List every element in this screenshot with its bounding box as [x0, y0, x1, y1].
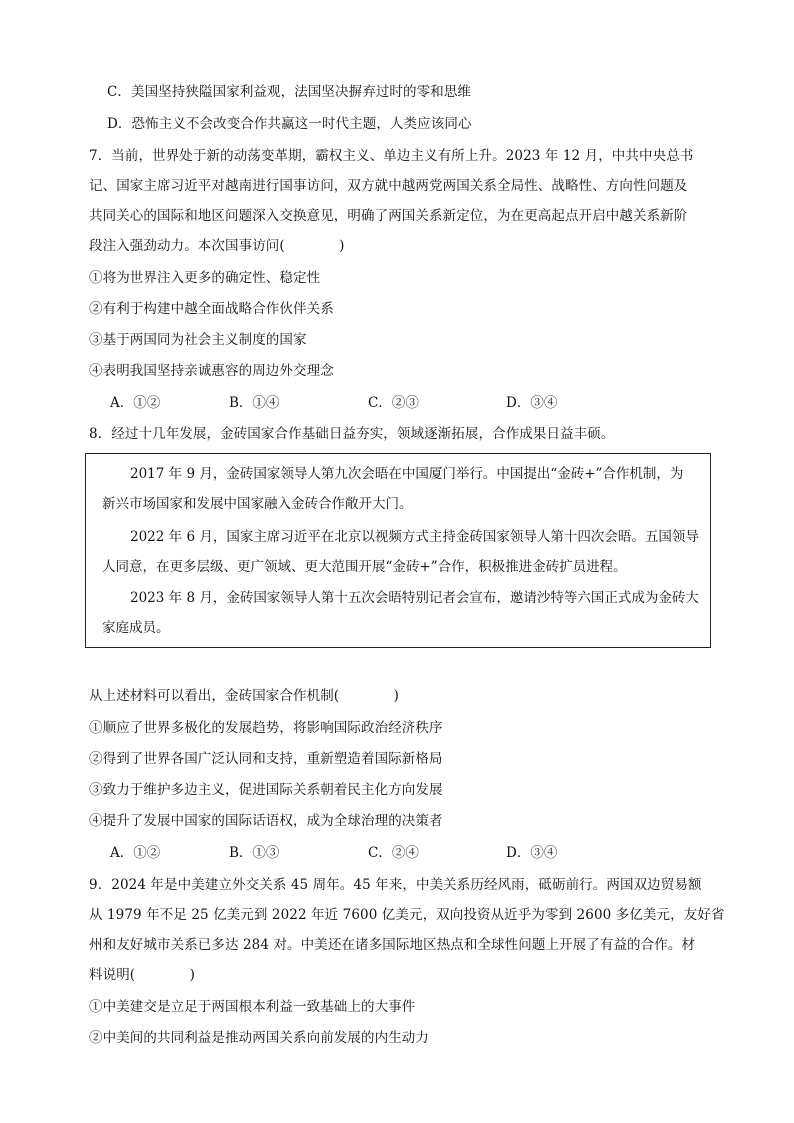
q7-stem-line-2: 记、国家主席习近平对越南进行国事访问，双方就中越两党两国关系全局性、战略性、方向性问题及 [89, 178, 688, 194]
q9-stem-line-2: 从 1979 年不足 25 亿美元到 2022 年近 7600 亿美元，双向投资从近乎为零到 2600 多亿美元，友好省 [89, 907, 725, 923]
q7-item-1: ①将为世界注入更多的确定性、稳定性 [89, 270, 321, 286]
q8-item-2: ②得到了世界各国广泛认同和支持，重新塑造着国际新格局 [89, 751, 443, 767]
q8-material-line-4: 人同意，在更多层级、更广领域、更大范围开展“金砖+”合作，积极推进金砖扩员进程。 [102, 559, 627, 575]
q8-material-line-2: 新兴市场国家和发展中国家融入金砖合作敞开大门。 [102, 496, 413, 512]
q6-option-d: D．恐怖主义不会改变合作共赢这一时代主题，人类应该同心 [107, 116, 472, 132]
q8-material-line-3: 2022 年 6 月，国家主席习近平在北京以视频方式主持金砖国家领导人第十四次会晤。五国领导 [130, 529, 699, 545]
q7-choice-b: B．①④ [229, 395, 280, 411]
q7-item-4: ④表明我国坚持亲诚惠容的周边外交理念 [89, 363, 334, 379]
q8-choice-a: A．①② [110, 845, 161, 861]
q7-choice-d: D．③④ [506, 395, 558, 411]
q6-option-c: C．美国坚持狭隘国家利益观，法国坚决摒弃过时的零和思维 [107, 84, 472, 100]
q9-stem-line-1: 9．2024 年是中美建立外交关系 45 周年。45 年来，中美关系历经风雨，砥砺前行。两国双边贸易额 [89, 877, 702, 893]
q8-choice-b: B．①③ [229, 845, 280, 861]
q8-choice-d: D．③④ [506, 845, 558, 861]
q7-stem-line-3: 共同关心的国际和地区问题深入交换意见，明确了两国关系新定位，为在更高起点开启中越关系新阶 [89, 208, 688, 224]
q8-item-1: ①顺应了世界多极化的发展趋势，将影响国际政治经济秩序 [89, 720, 443, 736]
q8-material-line-6: 家庭成员。 [102, 620, 170, 636]
q8-item-4: ④提升了发展中国家的国际话语权，成为全球治理的决策者 [89, 813, 443, 829]
q9-item-2: ②中美间的共同利益是推动两国关系向前发展的内生动力 [89, 1030, 429, 1046]
q9-item-1: ①中美建交是立足于两国根本利益一致基础上的大事件 [89, 999, 416, 1015]
q8-item-3: ③致力于维护多边主义，促进国际关系朝着民主化方向发展 [89, 782, 443, 798]
q8-material-line-5: 2023 年 8 月，金砖国家领导人第十五次会晤特别记者会宣布，邀请沙特等六国正式成为金砖大 [130, 590, 699, 606]
q8-question: 从上述材料可以看出，金砖国家合作机制( ) [89, 688, 399, 704]
q7-choice-a: A．①② [110, 395, 161, 411]
q9-stem-line-4: 料说明( ) [89, 967, 195, 983]
q9-stem-line-3: 州和友好城市关系已多达 284 对。中美还在诸多国际地区热点和全球性问题上开展了有益的合作。材 [89, 937, 696, 953]
q8-choice-c: C．②④ [368, 845, 419, 861]
q7-item-2: ②有利于构建中越全面战略合作伙伴关系 [89, 301, 334, 317]
q7-item-3: ③基于两国同为社会主义制度的国家 [89, 332, 307, 348]
q7-stem-line-1: 7．当前，世界处于新的动荡变革期，霸权主义、单边主义有所上升。2023 年 12 月，中共中央总书 [89, 148, 694, 164]
q8-material-box [85, 453, 711, 648]
q7-choice-c: C．②③ [368, 395, 419, 411]
q8-stem: 8．经过十几年发展，金砖国家合作基础日益夯实，领域逐渐拓展，合作成果日益丰硕。 [89, 426, 615, 442]
q7-stem-line-4: 段注入强劲动力。本次国事访问( ) [89, 238, 345, 254]
q8-material-line-1: 2017 年 9 月，金砖国家领导人第九次会晤在中国厦门举行。中国提出“金砖+”合作机制，为 [130, 466, 684, 482]
